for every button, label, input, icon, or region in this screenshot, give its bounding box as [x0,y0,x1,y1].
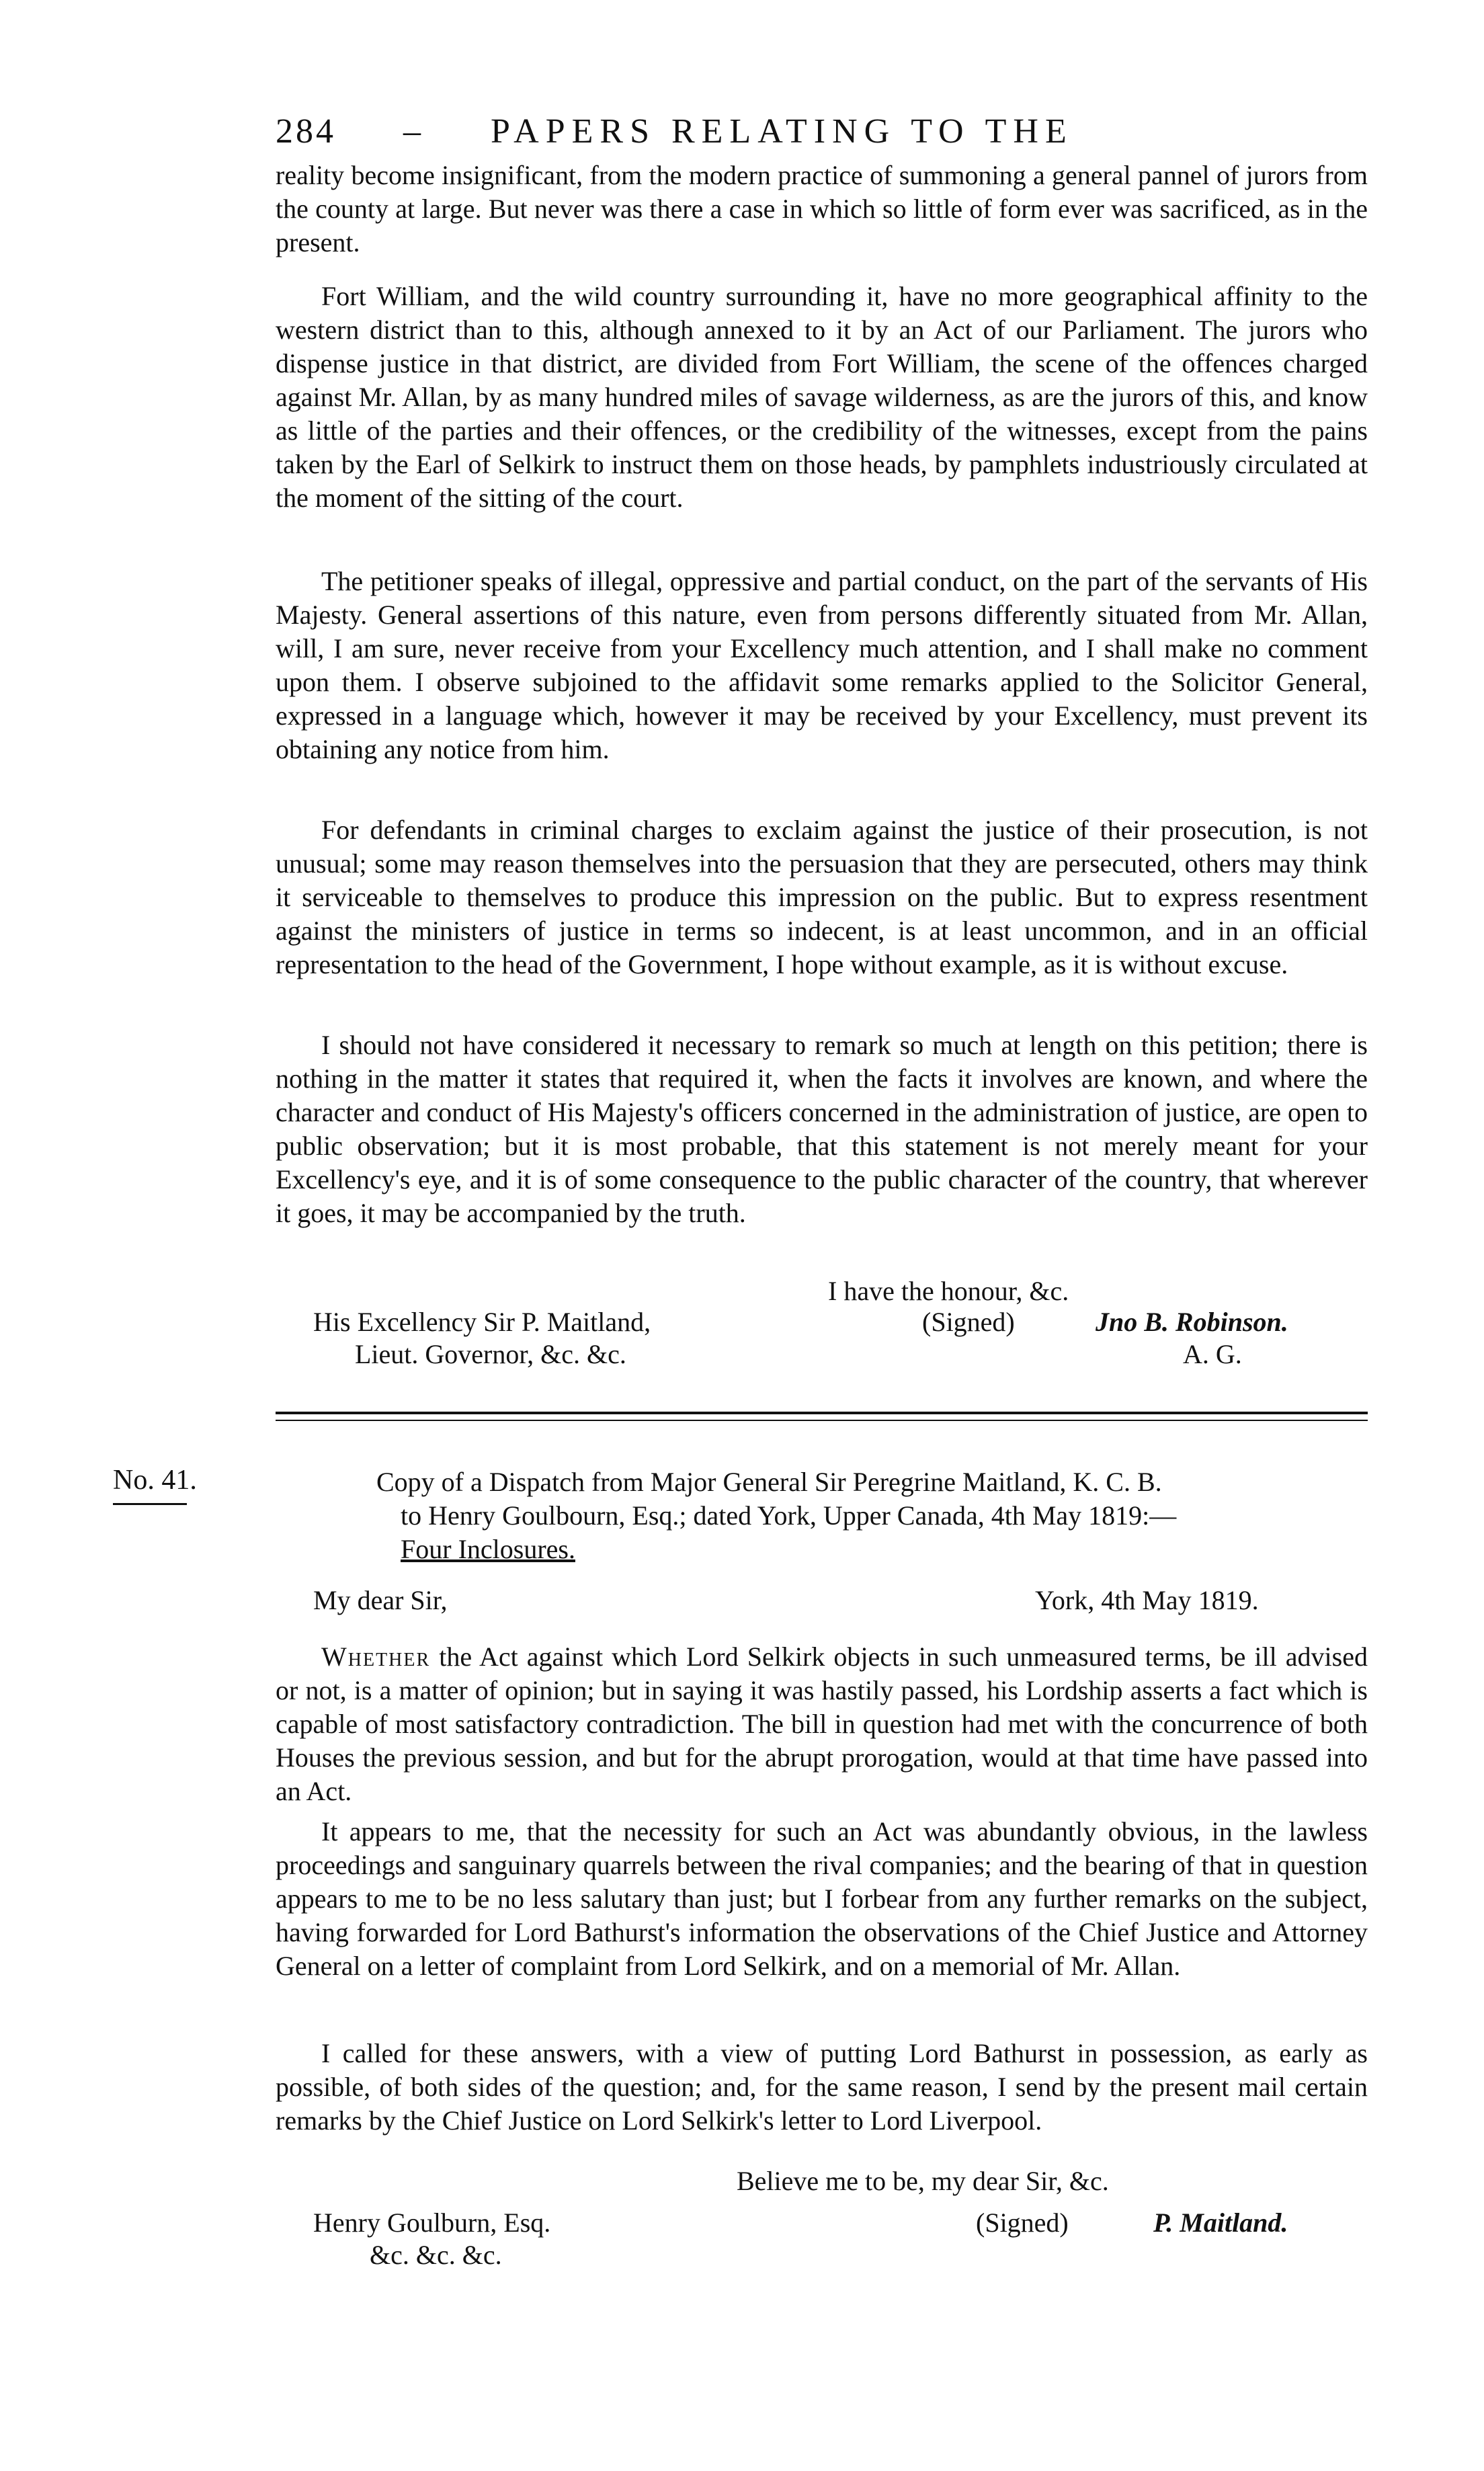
addressee-line-2: Lieut. Governor, &c. &c. [355,1339,626,1369]
salutation: My dear Sir, [313,1585,448,1615]
section-divider-thin [276,1420,1368,1421]
paragraph-continued: reality become insignificant, from the modern practice of summoning a general pannel of jurors from the county at large. But never was there a case in which so little of form ever was sacrificed, as in the present. [276,160,1368,257]
paragraph-fort-william: Fort William, and the wild country surrounding it, have no more geographical affinity to the western district than to this, although annexed to it by an Act of our Parliament. The jurors who dispense justice in that district, are divided from Fort William, the scene of the offences charged against Mr. Allan, by as many hundred miles of savage wilderness, as are the jurors of this, and know as little of the parties and their offences, or the credibility of the witnesses, except from the pains taken by the Earl of Selkirk to instruct them on those heads, by pamphlets industriously circulated at the moment of the sitting of the court. [276,281,1368,513]
letter-paragraph-2: It appears to me, that the necessity for such an Act was abundantly obvious, in the lawless proceedings and sanguinary quarrels between the rival companies; and the bearing of that in question appears to me to be no less salutary than just; but I forbear from any further remarks on the subject, having forwarded for Lord Bathurst's information the observations of the Chief Justice and Attorney General on a letter of complaint from Lord Selkirk, and on a memorial of Mr. Allan. [276,1816,1368,1981]
addressee-line-1: His Excellency Sir P. Maitland, [313,1307,651,1337]
closing-line-2: Believe me to be, my dear Sir, &c. [737,2166,1109,2196]
addressee-line-2-1: Henry Goulburn, Esq. [313,2207,551,2238]
letter-paragraph-3: I called for these answers, with a view of putting Lord Bathurst in possession, as early as possible, of both sides of the question; and, for the same reason, I send by the present mail certain remarks by the Chief Justice on Lord Selkirk's letter to Lord Liverpool. [276,2038,1368,2136]
signed-label: (Signed) [922,1307,1015,1337]
paragraph-petitioner: The petitioner speaks of illegal, oppressive and partial conduct, on the part of the servants of His Majesty. General assertions of this nature, even from persons differently situated from Mr. Allan, will, I am sure, never receive from your Excellency much attention, and I shall make no comment upon them. I observe subjoined to the affidavit some remarks applied to the Solicitor General, expressed in a language which, however it may be received by your Excellency, must prevent its obtaining any notice from him. [276,566,1368,764]
section-divider-thick [276,1412,1368,1414]
heading-line-1: Copy of a Dispatch from Major General Sir Peregrine Maitland, K. C. B. [376,1467,1162,1497]
letter-paragraph-1 [276,1640,1368,1808]
signed-label-2: (Signed) [976,2207,1069,2238]
heading-line-2: to Henry Goulbourn, Esq.; dated York, Upper Canada, 4th May 1819:— [401,1500,1177,1531]
document-number-underline [113,1503,187,1505]
first-word: Whether [321,1642,431,1672]
dispatch-heading [376,1465,1364,1566]
heading-line-3: Four Inclosures. [401,1534,575,1564]
closing-line: I have the honour, &c. [828,1276,1069,1306]
place-date: York, 4th May 1819. [1035,1585,1259,1615]
paragraph-defendants: For defendants in criminal charges to exclaim against the justice of their prosecution, is not unusual; some may reason themselves into the persuasion that they are persecuted, others may think it serviceable to themselves to produce this impression on the public. But to express resentment against the ministers of justice in terms so indecent, is at least uncommon, and in an official representation to the head of the Government, I hope without example, as it is without excuse. [276,815,1368,979]
signature-2: P. Maitland. [1153,2207,1288,2238]
paragraph-conclusion: I should not have considered it necessary to remark so much at length on this petition; there is nothing in the matter it states that required it, when the facts it involves are known, and where the character and conduct of His Majesty's officers concerned in the administration of justice, are open to public observation; but it is most probable, that this statement is not merely meant for your Excellency's eye, and it is of some consequence to the public character of the country, that wherever it goes, it may be accompanied by the truth. [276,1030,1368,1228]
signature: Jno B. Robinson. [1096,1307,1288,1337]
signature-title: A. G. [1183,1339,1242,1369]
running-header [276,108,1250,161]
addressee-line-2-2: &c. &c. &c. [370,2240,502,2270]
document-number: No. 41. [113,1465,197,1496]
header-dash: – [403,112,423,151]
page-number: 284 [276,112,336,151]
running-title: PAPERS RELATING TO THE [491,112,1073,151]
letter-paragraph-1-text: the Act against which Lord Selkirk objects in such unmeasured terms, be ill advised or not, is a matter of opinion; but in saying it was hastily passed, his Lordship asserts a fact which is capable of most satisfactory contradiction. The bill in question had met with the concurrence of both Houses the previous session, and but for the abrupt prorogation, would at that time have passed into an Act. [276,1642,1368,1806]
